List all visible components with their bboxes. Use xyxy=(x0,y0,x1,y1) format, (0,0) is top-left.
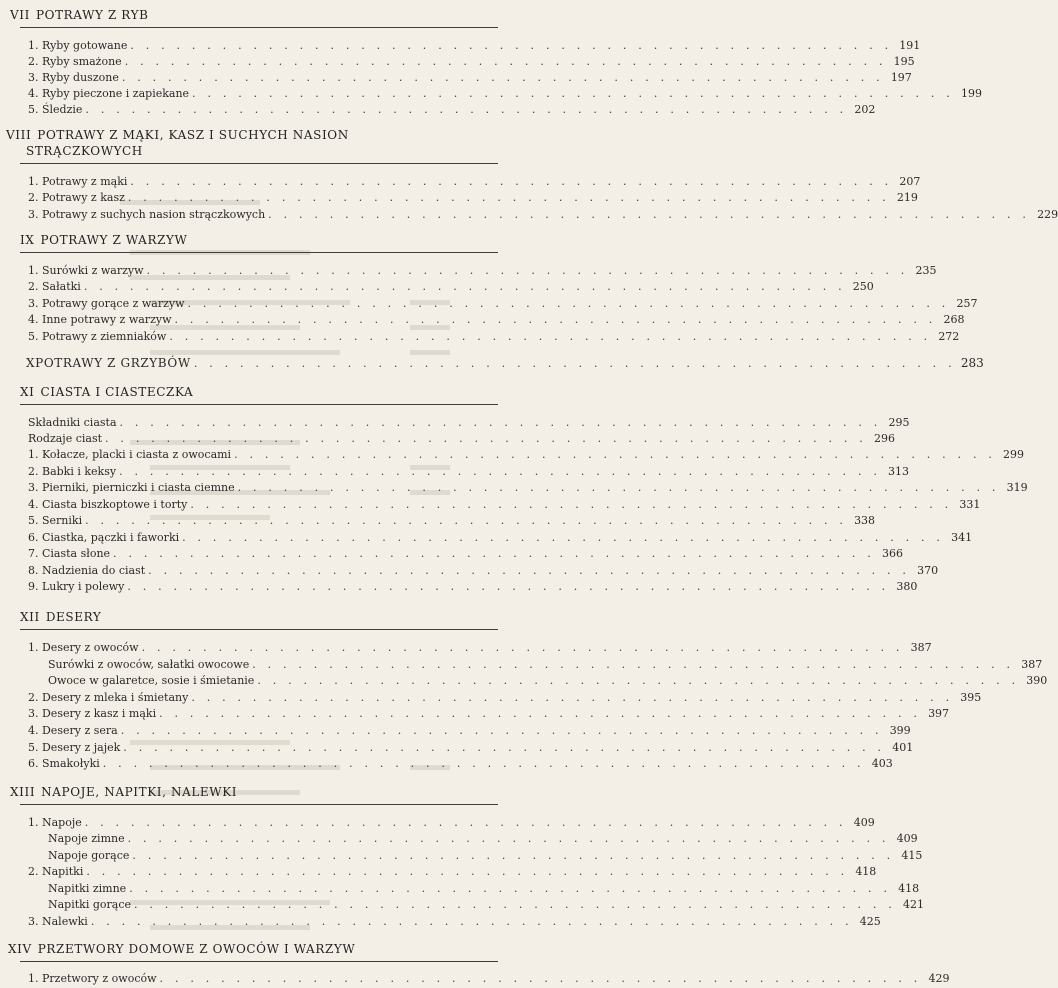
chapter-title-text: DESERY xyxy=(45,610,102,624)
dot-leader: . . . . . . . . . . . . . . . . . . . . . . . . . . . . . . . . . . . . . . . . . . . . . . . . . . xyxy=(127,191,890,204)
entry-label: 1. Przetwory z owoców xyxy=(28,972,157,985)
entry-label: 3. Potrawy gorące z warzyw xyxy=(28,297,185,310)
chapter-title xyxy=(26,356,194,370)
page-number: 199 xyxy=(961,87,983,100)
chapter-title-line2: STRĄCZKOWYCH xyxy=(26,144,143,158)
page-number: 195 xyxy=(893,55,915,68)
entry-label: 3. Ryby duszone xyxy=(28,71,119,84)
page-number: 421 xyxy=(902,898,924,911)
toc-subentry[interactable] xyxy=(48,657,1043,671)
chapter-number: XII xyxy=(20,610,40,624)
entry-label: 3. Pierniki, pierniczki i ciasta ciemne xyxy=(28,481,235,494)
page-number: 299 xyxy=(1003,448,1025,461)
toc-entry[interactable] xyxy=(28,447,1025,461)
entry-label: Składniki ciasta xyxy=(28,416,117,429)
dot-leader: . . . . . . . . . . . . . . . . . . . . . . . . . . . . . . . . . . . . . . . . . . . . . . . . . . xyxy=(159,707,922,720)
toc-entry[interactable] xyxy=(28,190,918,204)
chapter-number: XIII xyxy=(10,785,36,799)
chapter-title-text: POTRAWY Z MĄKI, KASZ I SUCHYCH NASION xyxy=(37,128,349,142)
toc-entry[interactable] xyxy=(28,38,921,52)
dot-leader: . . . . . . . . . . . . . . . . . . . . . . . . . . . . . . . . . . . . . . . . . . . . . . . . . . xyxy=(174,313,937,326)
chapter-number: VII xyxy=(10,8,30,22)
chapter-number: IX xyxy=(20,233,35,247)
dot-leader: . . . . . . . . . . . . . . . . . . . . . . . . . . . . . . . . . . . . . . . . . . . . . . . . . . xyxy=(134,898,896,911)
section-divider xyxy=(20,163,498,164)
chapter-title-text: POTRAWY Z RYB xyxy=(35,8,149,22)
entry-label: 1. Potrawy z mąki xyxy=(28,175,128,188)
toc-entry[interactable] xyxy=(28,513,876,527)
entry-label: 1. Desery z owoców xyxy=(28,641,139,654)
chapter-number: XI xyxy=(20,385,35,399)
entry-label: 5. Serniki xyxy=(28,514,83,527)
page-number: 338 xyxy=(854,514,876,527)
section-divider xyxy=(20,804,498,805)
dot-leader: . . . . . . . . . . . . . . . . . . . . . . . . . . . . . . . . . . . . . . . . . . . . . . . . . . xyxy=(130,175,893,188)
entry-label: Napoje gorące xyxy=(48,849,130,862)
toc-entry[interactable] xyxy=(28,546,904,560)
chapter-title xyxy=(10,8,149,22)
chapter-number: X xyxy=(26,356,36,370)
dot-leader: . . . . . . . . . . . . . . . . . . . . . . . . . . . . . . . . . . . . . . . . . . . . . . . . . . xyxy=(169,330,932,343)
entry-label: Napoje zimne xyxy=(48,832,125,845)
section-divider xyxy=(20,404,498,405)
page-number: 202 xyxy=(854,103,876,116)
entry-label: 6. Ciastka, pączki i faworki xyxy=(28,531,180,544)
toc-entry[interactable] xyxy=(28,497,981,511)
page-number: 409 xyxy=(853,816,875,829)
toc-entry[interactable] xyxy=(28,690,982,704)
toc-entry[interactable] xyxy=(28,640,932,654)
chapter-heading-row[interactable] xyxy=(26,354,984,370)
page-number: 283 xyxy=(960,356,984,370)
toc-entry[interactable] xyxy=(28,296,978,310)
dot-leader: . . . . . . . . . . . . . . . . . . . . . . . . . . . . . . . . . . . . . . . . . . . . . . . . . . xyxy=(119,416,882,429)
dot-leader: . . . . . . . . . . . . . . . . . . . . . . . . . . . . . . . . . . . . . . . . . . . . . . . . . . xyxy=(192,87,955,100)
entry-label: 3. Nalewki xyxy=(28,915,88,928)
entry-label: 2. Desery z mleka i śmietany xyxy=(28,691,189,704)
entry-label: 5. Śledzie xyxy=(28,103,83,116)
toc-entry[interactable] xyxy=(28,480,1028,494)
toc-subentry[interactable] xyxy=(48,897,924,911)
dot-leader: . . . . . . . . . . . . . . . . . . . . . . . . . . . . . . . . . . . . . . . . . . . . . . . . . . xyxy=(86,865,849,878)
toc-entry[interactable] xyxy=(28,971,950,985)
dot-leader: . . . . . . . . . . . . . . . . . . . . . . . . . . . . . . . . . . . . . . . . . . . . . . . . . . xyxy=(123,741,886,754)
entry-label: Napitki zimne xyxy=(48,882,127,895)
chapter-title-text: POTRAWY Z GRZYBÓW xyxy=(35,356,191,370)
dot-leader: . . . . . . . . . . . . . . . . . . . . . . . . . . . . . . . . . . . . . . . . . . . . . . . . . . xyxy=(191,691,954,704)
page-number: 268 xyxy=(943,313,965,326)
dot-leader: . . . . . . . . . . . . . . . . . . . . . . . . . . . . . . . . . . . . . . . . . . . . . . . . . . xyxy=(127,832,890,845)
dot-leader: . . . . . . . . . . . . . . . . . . . . . . . . . . . . . . . . . . . . . . . . . . . . . . . . . . xyxy=(190,498,953,511)
section-divider xyxy=(20,252,498,253)
page-number: 409 xyxy=(896,832,918,845)
page-number: 366 xyxy=(882,547,904,560)
toc-entry[interactable] xyxy=(28,329,960,343)
toc-entry[interactable] xyxy=(28,464,910,478)
toc-subentry[interactable] xyxy=(48,848,923,862)
entry-label: 2. Babki i keksy xyxy=(28,465,117,478)
entry-label: 3. Desery z kasz i mąki xyxy=(28,707,157,720)
entry-label: Surówki z owoców, sałatki owocowe xyxy=(48,658,250,671)
page-number: 390 xyxy=(1026,674,1048,687)
page-number: 313 xyxy=(888,465,910,478)
entry-label: 1. Ryby gotowane xyxy=(28,39,128,52)
chapter-title xyxy=(20,385,193,399)
toc-entry[interactable] xyxy=(28,174,921,188)
toc-entry[interactable] xyxy=(28,415,910,429)
dot-leader: . . . . . . . . . . . . . . . . . . . . . . . . . . . . . . . . . . . . . . . . . . . . . . . . . . xyxy=(84,816,847,829)
page-number: 395 xyxy=(960,691,982,704)
page-number: 418 xyxy=(855,865,877,878)
dot-leader: . . . . . . . . . . . . . . . . . . . . . . . . . . . . . . . . . . . . . . . . . . . . . . . . . . xyxy=(132,849,895,862)
page-number: 397 xyxy=(928,707,950,720)
entry-label: 5. Desery z jajek xyxy=(28,741,121,754)
page-number: 370 xyxy=(917,564,939,577)
dot-leader: . . . . . . . . . . . . . . . . . . . . . . . . . . . . . . . . . . . . . . . . . . . . . . . . . . xyxy=(193,357,956,370)
dot-leader: . . . . . . . . . . . . . . . . . . . . . . . . . . . . . . . . . . . . . . . . . . . . . . . . . . xyxy=(127,580,890,593)
toc-subentry[interactable] xyxy=(48,673,1048,687)
page-number: 399 xyxy=(889,724,911,737)
entry-label: 1. Kołacze, placki i ciasta z owocami xyxy=(28,448,232,461)
page-number: 296 xyxy=(874,432,895,445)
toc-entry[interactable] xyxy=(28,864,877,878)
chapter-title xyxy=(20,610,101,624)
page-number: 197 xyxy=(890,71,912,84)
entry-label: Rodzaje ciast xyxy=(28,432,103,445)
toc-entry[interactable] xyxy=(28,207,1058,221)
toc-entry[interactable] xyxy=(28,279,874,293)
dot-leader: . . . . . . . . . . . . . . . . . . . . . . . . . . . . . . . . . . . . . . . . . . . . . . . . . . xyxy=(113,547,876,560)
chapter-title xyxy=(10,785,237,799)
toc-entry[interactable] xyxy=(28,312,965,326)
page-number: 229 xyxy=(1037,208,1058,221)
chapter-number: VIII xyxy=(6,128,32,142)
chapter-title xyxy=(8,942,355,956)
page-number: 387 xyxy=(1021,658,1043,671)
toc-entry[interactable] xyxy=(28,563,939,577)
page-number: 207 xyxy=(899,175,921,188)
entry-label: Owoce w galaretce, sosie i śmietanie xyxy=(48,674,255,687)
dot-leader: . . . . . . . . . . . . . . . . . . . . . . . . . . . . . . . . . . . . . . . . . . . . . . . . . . xyxy=(85,514,848,527)
dot-leader: . . . . . . . . . . . . . . . . . . . . . . . . . . . . . . . . . . . . . . . . . . . . . . . . . . xyxy=(257,674,1020,687)
chapter-title-text: NAPOJE, NAPITKI, NALEWKI xyxy=(41,785,238,799)
dot-leader: . . . . . . . . . . . . . . . . . . . . . . . . . . . . . . . . . . . . . . . . . . . . . . . . . . xyxy=(268,208,1031,221)
dot-leader: . . . . . . . . . . . . . . . . . . . . . . . . . . . . . . . . . . . . . . . . . . . . . . . . . . xyxy=(130,39,893,52)
entry-label: Napitki gorące xyxy=(48,898,131,911)
entry-label: 4. Ryby pieczone i zapiekane xyxy=(28,87,190,100)
toc-entry[interactable] xyxy=(28,263,937,277)
page-number: 295 xyxy=(888,416,910,429)
toc-entry[interactable] xyxy=(28,723,911,737)
entry-label: 7. Ciasta słone xyxy=(28,547,111,560)
page-number: 191 xyxy=(899,39,921,52)
entry-label: 3. Potrawy z suchych nasion strączkowych xyxy=(28,208,266,221)
entry-label: 2. Sałatki xyxy=(28,280,81,293)
page-number: 235 xyxy=(915,264,937,277)
section-divider xyxy=(20,27,498,28)
entry-label: 4. Ciasta biszkoptowe i torty xyxy=(28,498,188,511)
page-number: 257 xyxy=(956,297,978,310)
dot-leader: . . . . . . . . . . . . . . . . . . . . . . . . . . . . . . . . . . . . . . . . . . . . . . . . . . xyxy=(182,531,945,544)
chapter-title-text: POTRAWY Z WARZYW xyxy=(40,233,188,247)
dot-leader: . . . . . . . . . . . . . . . . . . . . . . . . . . . . . . . . . . . . . . . . . . . . . . . . . . xyxy=(141,641,904,654)
toc-subentry[interactable] xyxy=(48,881,920,895)
entry-label: 4. Desery z sera xyxy=(28,724,118,737)
entry-label: 2. Napitki xyxy=(28,865,84,878)
section-divider xyxy=(20,961,498,962)
dot-leader: . . . . . . . . . . . . . . . . . . . . . . . . . . . . . . . . . . . . . . . . . . . . . . . . . . xyxy=(146,264,909,277)
dot-leader: . . . . . . . . . . . . . . . . . . . . . . . . . . . . . . . . . . . . . . . . . . . . . . . . . . xyxy=(148,564,911,577)
entry-label: 9. Lukry i polewy xyxy=(28,580,125,593)
entry-label: 1. Surówki z warzyw xyxy=(28,264,144,277)
toc-entry[interactable] xyxy=(28,54,915,68)
toc-entry[interactable] xyxy=(28,815,875,829)
entry-label: 1. Napoje xyxy=(28,816,82,829)
dot-leader: . . . . . . . . . . . . . . . . . . . . . . . . . . . . . . . . . . . . . . . . . . . . . . . . . . xyxy=(159,972,922,985)
toc-entry[interactable] xyxy=(28,70,912,84)
page-number: 250 xyxy=(852,280,874,293)
dot-leader: . . . . . . . . . . . . . . . . . . . . . . . . . . . . . . . . . . . . . . . . . . . . . . . . . . xyxy=(129,882,892,895)
dot-leader: . . . . . . . . . . . . . . . . . . . . . . . . . . . . . . . . . . . . . . . . . . . . . . . . . . xyxy=(252,658,1015,671)
toc-entry[interactable] xyxy=(28,706,950,720)
chapter-number: XIV xyxy=(8,942,32,956)
entry-label: 2. Ryby smażone xyxy=(28,55,122,68)
entry-label: 8. Nadzienia do ciast xyxy=(28,564,146,577)
toc-entry[interactable] xyxy=(28,530,973,544)
dot-leader: . . . . . . . . . . . . . . . . . . . . . . . . . . . . . . . . . . . . . . . . . . . . . . . . . . xyxy=(124,55,887,68)
dot-leader: . . . . . . . . . . . . . . . . . . . . . . . . . . . . . . . . . . . . . . . . . . . . . . . . . . xyxy=(234,448,997,461)
dot-leader: . . . . . . . . . . . . . . . . . . . . . . . . . . . . . . . . . . . . . . . . . . . . . . . . . . xyxy=(105,432,867,445)
page-number: 418 xyxy=(898,882,920,895)
chapter-title-text: CIASTA I CIASTECZKA xyxy=(40,385,194,399)
toc-entry[interactable] xyxy=(28,86,983,100)
dot-leader: . . . . . . . . . . . . . . . . . . . . . . . . . . . . . . . . . . . . . . . . . . . . . . . . . . xyxy=(237,481,1000,494)
page-number: 425 xyxy=(859,915,881,928)
page-number: 319 xyxy=(1006,481,1028,494)
page-number: 219 xyxy=(896,191,918,204)
toc-entry[interactable] xyxy=(28,756,893,770)
section-divider xyxy=(20,629,498,630)
dot-leader: . . . . . . . . . . . . . . . . . . . . . . . . . . . . . . . . . . . . . . . . . . . . . . . . . . xyxy=(187,297,950,310)
chapter-title-text: PRZETWORY DOMOWE Z OWOCÓW I WARZYW xyxy=(37,942,356,956)
toc-entry[interactable] xyxy=(28,579,918,593)
dot-leader: . . . . . . . . . . . . . . . . . . . . . . . . . . . . . . . . . . . . . . . . . . . . . . . . . . xyxy=(119,465,882,478)
page-number: 401 xyxy=(892,741,914,754)
dot-leader: . . . . . . . . . . . . . . . . . . . . . . . . . . . . . . . . . . . . . . . . . . . . . . . . . . xyxy=(102,757,865,770)
page-number: 272 xyxy=(938,330,960,343)
entry-label: 6. Smakołyki xyxy=(28,757,100,770)
dot-leader: . . . . . . . . . . . . . . . . . . . . . . . . . . . . . . . . . . . . . . . . . . . . . . . . . . xyxy=(90,915,853,928)
page-number: 403 xyxy=(871,757,893,770)
page-number: 415 xyxy=(901,849,923,862)
dot-leader: . . . . . . . . . . . . . . . . . . . . . . . . . . . . . . . . . . . . . . . . . . . . . . . . . . xyxy=(85,103,848,116)
entry-label: 5. Potrawy z ziemniaków xyxy=(28,330,167,343)
page-number: 429 xyxy=(928,972,950,985)
page-number: 341 xyxy=(951,531,973,544)
toc-entry[interactable] xyxy=(28,740,914,754)
entry-label: 2. Potrawy z kasz xyxy=(28,191,125,204)
toc-entry[interactable] xyxy=(28,914,881,928)
toc-entry[interactable] xyxy=(28,102,876,116)
page-number: 331 xyxy=(959,498,981,511)
chapter-title xyxy=(20,233,187,247)
dot-leader: . . . . . . . . . . . . . . . . . . . . . . . . . . . . . . . . . . . . . . . . . . . . . . . . . . xyxy=(121,71,884,84)
entry-label: 4. Inne potrawy z warzyw xyxy=(28,313,172,326)
toc-subentry[interactable] xyxy=(48,831,918,845)
dot-leader: . . . . . . . . . . . . . . . . . . . . . . . . . . . . . . . . . . . . . . . . . . . . . . . . . . xyxy=(83,280,846,293)
chapter-title xyxy=(6,128,349,142)
page-number: 387 xyxy=(910,641,932,654)
page-number: 380 xyxy=(896,580,918,593)
dot-leader: . . . . . . . . . . . . . . . . . . . . . . . . . . . . . . . . . . . . . . . . . . . . . . . . . . xyxy=(120,724,883,737)
toc-entry[interactable] xyxy=(28,431,895,445)
